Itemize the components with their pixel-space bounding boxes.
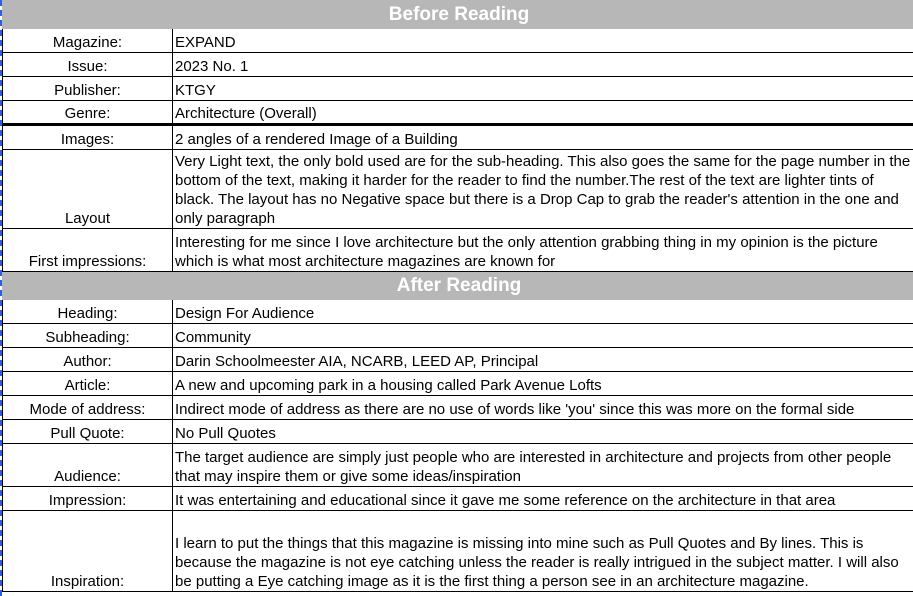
table-row	[3, 300, 913, 324]
table-row	[3, 53, 913, 77]
row-label[interactable]: Images:	[3, 125, 173, 150]
row-label[interactable]: Author:	[3, 348, 173, 372]
row-value[interactable]: A new and upcoming park in a housing called Park Avenue Lofts	[173, 372, 913, 396]
row-value[interactable]: Architecture (Overall)	[173, 101, 913, 125]
section-header-before	[3, 1, 913, 29]
row-value[interactable]: I learn to put the things that this magazine is missing into mine such as Pull Quotes and By lines. This is because the magazine is not eye catching unless the reader is really intrigued in the subject matter. I will also be putting a Eye catching image as it is the first thing a person see in an architecture magazine.	[173, 511, 913, 592]
row-label[interactable]: Article:	[3, 372, 173, 396]
row-label[interactable]: Publisher:	[3, 77, 173, 101]
table-row	[3, 324, 913, 348]
table-row	[3, 444, 913, 487]
table-row	[3, 150, 913, 229]
magazine-analysis-table	[2, 0, 913, 592]
row-label[interactable]: First impressions:	[3, 229, 173, 272]
row-label[interactable]: Inspiration:	[3, 511, 173, 592]
row-label[interactable]: Mode of address:	[3, 396, 173, 420]
row-label[interactable]: Impression:	[3, 487, 173, 511]
row-label[interactable]: Magazine:	[3, 29, 173, 53]
table-row	[3, 101, 913, 125]
row-value[interactable]: Community	[173, 324, 913, 348]
row-label[interactable]: Layout	[3, 150, 173, 229]
row-value[interactable]: Indirect mode of address as there are no use of words like 'you' since this was more on the formal side	[173, 396, 913, 420]
section-header-after	[3, 272, 913, 300]
row-value[interactable]: KTGY	[173, 77, 913, 101]
row-label[interactable]: Audience:	[3, 444, 173, 487]
row-value[interactable]: It was entertaining and educational since it gave me some reference on the architecture in that area	[173, 487, 913, 511]
table-row	[3, 348, 913, 372]
table-row	[3, 420, 913, 444]
table-row	[3, 396, 913, 420]
table-row	[3, 372, 913, 396]
row-label[interactable]: Pull Quote:	[3, 420, 173, 444]
row-value[interactable]: 2 angles of a rendered Image of a Building	[173, 125, 913, 150]
section-title[interactable]: Before Reading	[3, 1, 913, 29]
row-label[interactable]: Heading:	[3, 300, 173, 324]
table-row	[3, 229, 913, 272]
row-value[interactable]: Design For Audience	[173, 300, 913, 324]
row-label[interactable]: Issue:	[3, 53, 173, 77]
row-value[interactable]: Darin Schoolmeester AIA, NCARB, LEED AP, Principal	[173, 348, 913, 372]
row-value[interactable]: EXPAND	[173, 29, 913, 53]
row-value[interactable]: No Pull Quotes	[173, 420, 913, 444]
table-row	[3, 125, 913, 150]
row-label[interactable]: Genre:	[3, 101, 173, 125]
table-row	[3, 511, 913, 592]
table-row	[3, 77, 913, 101]
row-value[interactable]: Interesting for me since I love architecture but the only attention grabbing thing in my opinion is the picture which is what most architecture magazines are known for	[173, 229, 913, 272]
row-value[interactable]: 2023 No. 1	[173, 53, 913, 77]
row-value[interactable]: Very Light text, the only bold used are for the sub-heading. This also goes the same for the page number in the bottom of the text, making it harder for the reader to find the number.The rest of the text are lighter tints of black. The layout has no Negative space but there is a Drop Cap to grab the reader's attention in the one and only paragraph	[173, 150, 913, 229]
row-label[interactable]: Subheading:	[3, 324, 173, 348]
table-row	[3, 487, 913, 511]
table-row	[3, 29, 913, 53]
row-value[interactable]: The target audience are simply just people who are interested in architecture and projects from other people that may inspire them or give some ideas/inspiration	[173, 444, 913, 487]
section-title[interactable]: After Reading	[3, 272, 913, 300]
